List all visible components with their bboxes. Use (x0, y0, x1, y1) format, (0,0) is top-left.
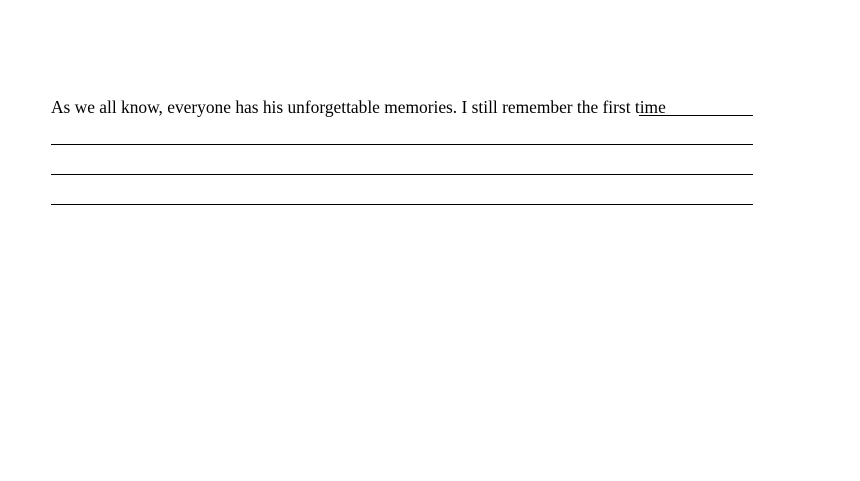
writing-line-3[interactable] (51, 204, 753, 205)
prompt-answer-blank[interactable] (639, 115, 753, 116)
writing-line-1[interactable] (51, 144, 753, 145)
prompt-line (51, 96, 753, 118)
writing-line-2[interactable] (51, 174, 753, 175)
essay-prompt-text: As we all know, everyone has his unforgettable memories. I still remember the first time (51, 97, 666, 117)
writing-worksheet (51, 96, 753, 118)
